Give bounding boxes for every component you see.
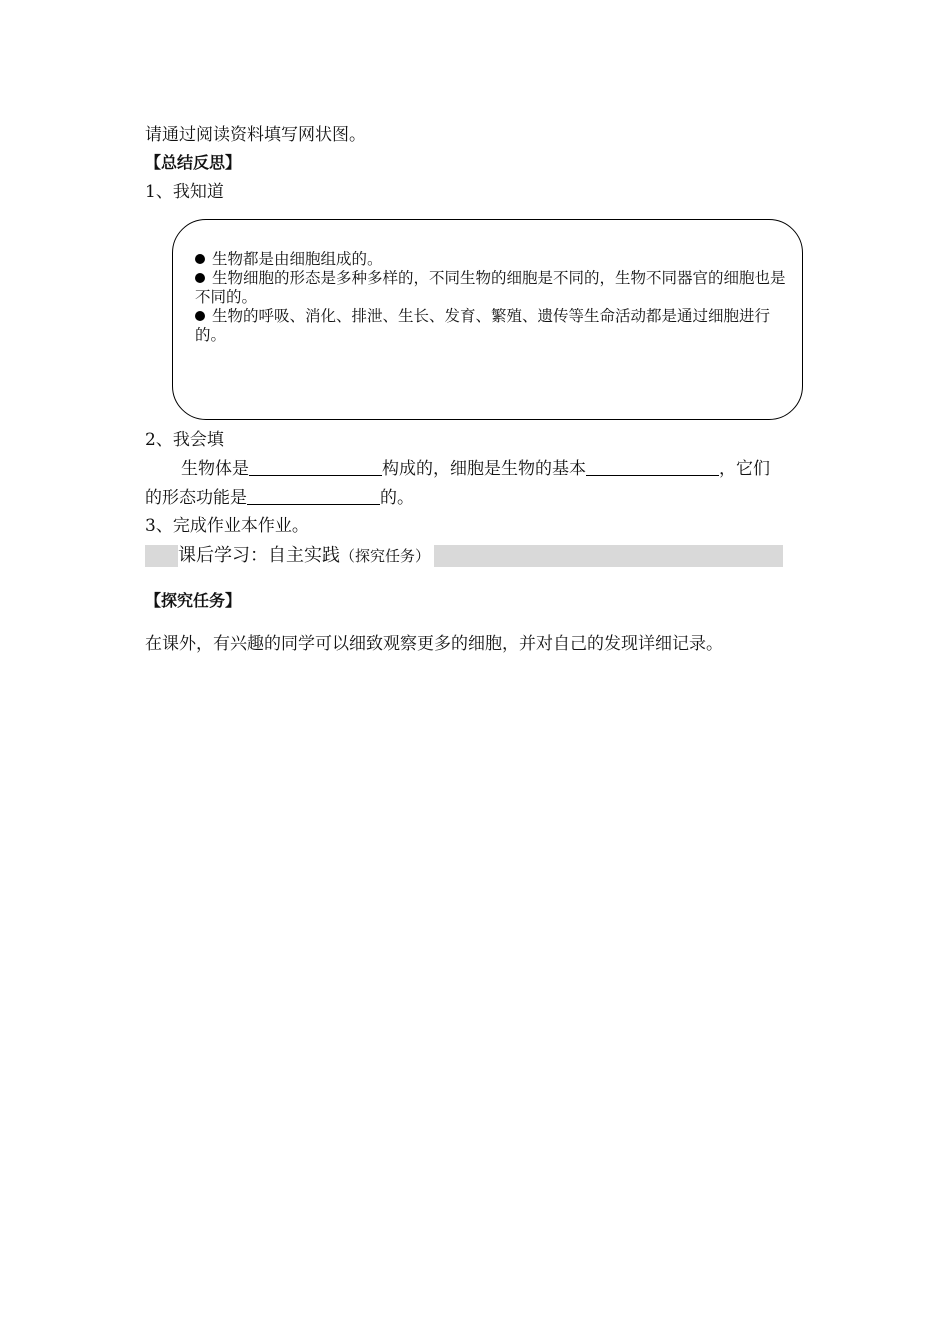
fill-blank-1[interactable] xyxy=(249,458,382,476)
bullet-icon xyxy=(195,254,205,264)
knowledge-item: 生物细胞的形态是多种多样的，不同生物的细胞是不同的，生物不同器官的细胞也是不同的。 xyxy=(195,269,786,306)
knowledge-list xyxy=(195,250,787,345)
i-fill-heading: 2、我会填 xyxy=(145,430,224,450)
bullet-icon xyxy=(195,311,205,321)
explore-text: 在课外，有兴趣的同学可以细致观察更多的细胞，并对自己的发现详细记录。 xyxy=(145,634,723,654)
fill-blank-3[interactable] xyxy=(247,487,380,505)
knowledge-item: 生物的呼吸、消化、排泄、生长、发育、繁殖、遗传等生命活动都是通过细胞进行的。 xyxy=(195,307,771,344)
homework-text: 3、完成作业本作业。 xyxy=(145,516,309,536)
fill-sentence-line1: 生物体是 构成的，细胞是生物的基本 ，它们 xyxy=(181,459,770,479)
explore-heading: 【探究任务】 xyxy=(145,591,242,610)
after-class-title: 课后学习：自主实践（探究任务） xyxy=(178,543,434,569)
i-know-heading: 1、我知道 xyxy=(145,182,224,202)
fill-blank-2[interactable] xyxy=(586,458,719,476)
knowledge-item: 生物都是由细胞组成的。 xyxy=(195,250,787,269)
summary-heading: 【总结反思】 xyxy=(145,153,242,172)
fill-sentence-line2: 的形态功能是 的。 xyxy=(145,488,414,508)
intro-text: 请通过阅读资料填写网状图。 xyxy=(145,125,366,145)
bullet-icon xyxy=(195,273,205,283)
